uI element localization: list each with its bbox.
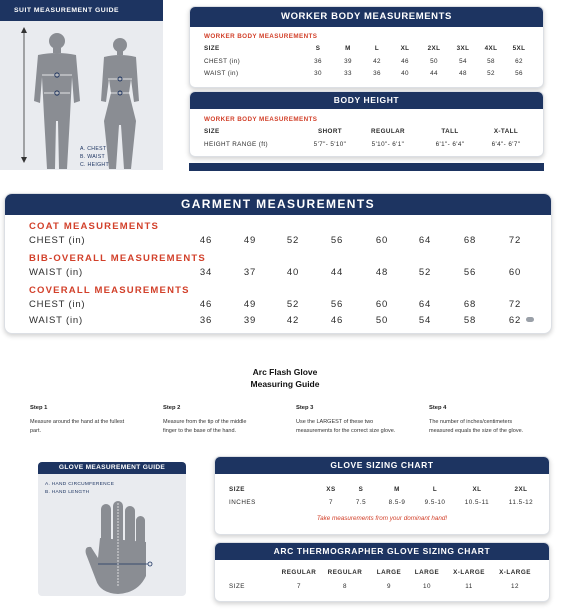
size-header-cell: X-TALL — [493, 128, 519, 135]
table-cell: 42 — [286, 315, 300, 326]
table-cell: 39 — [243, 315, 257, 326]
worker-body-subtitle: WORKER BODY MEASUREMENTS — [204, 33, 318, 40]
worker-body-measurements-card — [189, 6, 544, 88]
table-cell: 72 — [508, 235, 522, 246]
coat-heading: COAT MEASUREMENTS — [29, 221, 160, 232]
body-height-card — [189, 91, 544, 157]
legend-waist: B. WAIST — [80, 154, 105, 160]
table-cell: 48 — [375, 267, 389, 278]
table-cell: 56 — [463, 267, 477, 278]
step-text: part. — [30, 428, 42, 434]
table-cell: 58 — [463, 315, 477, 326]
size-header-cell: LARGE — [376, 569, 402, 576]
row-label: HEIGHT RANGE (ft) — [204, 141, 269, 148]
table-cell: 12 — [510, 583, 519, 590]
size-label: SIZE — [229, 486, 245, 493]
size-header-cell: 2XL — [427, 45, 441, 52]
glove-guide-legend — [45, 481, 114, 497]
glove-size-header-row — [215, 486, 549, 495]
table-cell: 60 — [375, 235, 389, 246]
card-edge-strip — [189, 163, 544, 171]
table-cell: 50 — [375, 315, 389, 326]
step-text: finger to the base of the hand. — [163, 428, 237, 434]
table-cell: 54 — [418, 315, 432, 326]
table-cell: 72 — [508, 299, 522, 310]
arc-thermographer-glove-sizing-card — [214, 542, 550, 602]
table-row — [5, 267, 551, 279]
bib-overall-heading: BIB-OVERALL MEASUREMENTS — [29, 253, 206, 264]
legend-height: C. HEIGHT — [80, 162, 109, 168]
height-header-row — [190, 128, 543, 137]
row-label: SIZE — [229, 583, 245, 590]
row-label: WAIST (in) — [204, 70, 239, 77]
row-label: INCHES — [229, 499, 256, 506]
table-row — [5, 315, 551, 327]
table-cell: 11 — [465, 583, 473, 590]
step-text: Measure around the hand at the fullest — [30, 419, 125, 425]
table-cell: 34 — [199, 267, 213, 278]
table-cell: 56 — [515, 70, 523, 77]
garment-title: GARMENT MEASUREMENTS — [5, 194, 551, 215]
table-cell: 9.5-10 — [424, 499, 446, 506]
glove-guide-title-line2: Measuring Guide — [250, 379, 320, 389]
step-text: measured equals the size of the glove. — [429, 428, 524, 434]
size-header-cell: REGULAR — [371, 128, 405, 135]
coverall-heading: COVERALL MEASUREMENTS — [29, 285, 190, 296]
table-cell: 64 — [418, 299, 432, 310]
table-cell: 8 — [342, 583, 347, 590]
table-cell: 11.5-12 — [508, 499, 534, 506]
hand-icon — [86, 501, 146, 594]
size-label: SIZE — [204, 45, 220, 52]
table-cell: 64 — [418, 235, 432, 246]
size-header-cell: 2XL — [514, 486, 528, 493]
worker-body-title: WORKER BODY MEASUREMENTS — [190, 7, 543, 27]
legend-hand-length: B. HAND LENGTH — [45, 490, 90, 495]
table-cell: 42 — [373, 58, 381, 65]
table-cell: 9 — [386, 583, 391, 590]
size-header-cell: REGULAR — [327, 569, 363, 576]
table-cell: 37 — [243, 267, 257, 278]
row-label: CHEST (in) — [204, 58, 241, 65]
legend-hand-circumference: A. HAND CIRCUMFERENCE — [45, 482, 115, 487]
thermo-title: ARC THERMOGRAPHER GLOVE SIZING CHART — [215, 543, 549, 560]
table-cell: 10.5-11 — [464, 499, 490, 506]
table-cell: 56 — [330, 235, 344, 246]
size-header-cell: L — [432, 486, 438, 493]
glove-sizing-chart-card — [214, 456, 550, 535]
male-figure-icon — [34, 33, 80, 169]
table-cell: 7.5 — [355, 499, 367, 506]
table-cell: 68 — [463, 235, 477, 246]
table-cell: 33 — [344, 70, 352, 77]
step-text: The number of inches/centimeters — [429, 419, 513, 425]
table-cell: 46 — [330, 315, 344, 326]
table-cell: 40 — [286, 267, 300, 278]
table-cell: 5'7"- 5'10" — [313, 141, 347, 148]
table-cell: 52 — [286, 235, 300, 246]
size-header-cell: REGULAR — [281, 569, 317, 576]
scroll-handle-icon — [526, 317, 534, 322]
step-2 — [163, 404, 293, 436]
step-text: Use the LARGEST of these two — [296, 419, 374, 425]
size-header-cell: TALL — [441, 128, 459, 135]
table-cell: 60 — [508, 267, 522, 278]
table-cell: 68 — [463, 299, 477, 310]
glove-guide-title-line1: Arc Flash Glove — [252, 367, 318, 377]
table-row — [215, 499, 549, 508]
table-cell: 36 — [373, 70, 381, 77]
dominant-hand-note: Take measurements from your dominant hand! — [316, 515, 448, 522]
glove-sizing-title: GLOVE SIZING CHART — [215, 457, 549, 474]
size-header-cell: XS — [326, 486, 336, 493]
row-label: CHEST (in) — [29, 235, 86, 246]
table-cell: 40 — [401, 70, 409, 77]
glove-guide-title: GLOVE MEASUREMENT GUIDE — [38, 462, 186, 474]
table-cell: 7 — [296, 583, 301, 590]
suit-guide-legend — [80, 145, 109, 169]
table-cell: 46 — [199, 235, 213, 246]
size-header-cell: 4XL — [484, 45, 498, 52]
table-cell: 46 — [199, 299, 213, 310]
size-header-cell: SHORT — [317, 128, 343, 135]
step-text: measurements for the correct size glove. — [296, 428, 396, 434]
table-cell: 49 — [243, 235, 257, 246]
legend-chest: A. CHEST — [80, 146, 107, 152]
step-text: Measure from the tip of the middle — [163, 419, 247, 425]
table-cell: 39 — [344, 58, 352, 65]
table-cell: 60 — [375, 299, 389, 310]
table-cell: 44 — [430, 70, 438, 77]
table-cell: 54 — [459, 58, 467, 65]
row-label: WAIST (in) — [29, 315, 83, 326]
table-cell: 30 — [314, 70, 322, 77]
garment-measurements-card — [4, 193, 552, 334]
size-header-cell: 3XL — [456, 45, 470, 52]
table-row — [190, 58, 543, 67]
table-cell: 62 — [515, 58, 523, 65]
table-cell: 10 — [422, 583, 431, 590]
step-1 — [30, 404, 160, 436]
table-cell: 36 — [314, 58, 322, 65]
thermo-size-header-row — [215, 569, 549, 578]
table-cell: 56 — [330, 299, 344, 310]
size-header-cell: XL — [400, 45, 410, 52]
step-4 — [429, 404, 565, 436]
size-label: SIZE — [204, 128, 220, 135]
table-cell: 5'10"- 6'1" — [371, 141, 405, 148]
worker-size-header-row — [190, 45, 543, 54]
table-cell: 50 — [430, 58, 438, 65]
table-row — [190, 141, 543, 150]
step-title: Step 4 — [429, 405, 447, 411]
table-cell: 6'1"- 6'4" — [435, 141, 465, 148]
table-cell: 52 — [418, 267, 432, 278]
size-header-cell: LARGE — [414, 569, 440, 576]
table-cell: 8.5-9 — [388, 499, 406, 506]
table-row — [190, 70, 543, 79]
size-header-cell: XL — [472, 486, 482, 493]
hand-illustration — [38, 498, 186, 596]
table-cell: 7 — [328, 499, 333, 506]
table-row — [5, 235, 551, 247]
step-3 — [296, 404, 428, 436]
size-header-cell: S — [358, 486, 364, 493]
table-cell: 6'4"- 6'7" — [491, 141, 521, 148]
step-title: Step 1 — [30, 405, 48, 411]
table-cell: 36 — [199, 315, 213, 326]
table-row — [215, 583, 549, 592]
table-cell: 58 — [487, 58, 495, 65]
row-label: CHEST (in) — [29, 299, 86, 310]
suit-measurement-guide — [0, 0, 163, 170]
row-label: WAIST (in) — [29, 267, 83, 278]
size-header-cell: M — [394, 486, 400, 493]
table-cell: 62 — [508, 315, 522, 326]
size-header-cell: 5XL — [512, 45, 526, 52]
body-height-subtitle: WORKER BODY MEASUREMENTS — [204, 116, 318, 123]
glove-measurement-guide — [38, 462, 186, 596]
table-cell: 49 — [243, 299, 257, 310]
step-title: Step 3 — [296, 405, 314, 411]
table-row — [5, 299, 551, 311]
size-header-cell: L — [374, 45, 380, 52]
table-cell: 46 — [401, 58, 409, 65]
size-header-cell: M — [345, 45, 351, 52]
table-cell: 52 — [286, 299, 300, 310]
table-cell: 52 — [487, 70, 495, 77]
table-cell: 48 — [459, 70, 467, 77]
suit-guide-title: SUIT MEASUREMENT GUIDE — [0, 0, 163, 21]
size-header-cell: X-LARGE — [453, 569, 485, 576]
size-header-cell: S — [315, 45, 321, 52]
table-cell: 44 — [330, 267, 344, 278]
size-header-cell: X-LARGE — [499, 569, 531, 576]
step-title: Step 2 — [163, 405, 181, 411]
body-height-title: BODY HEIGHT — [190, 92, 543, 109]
